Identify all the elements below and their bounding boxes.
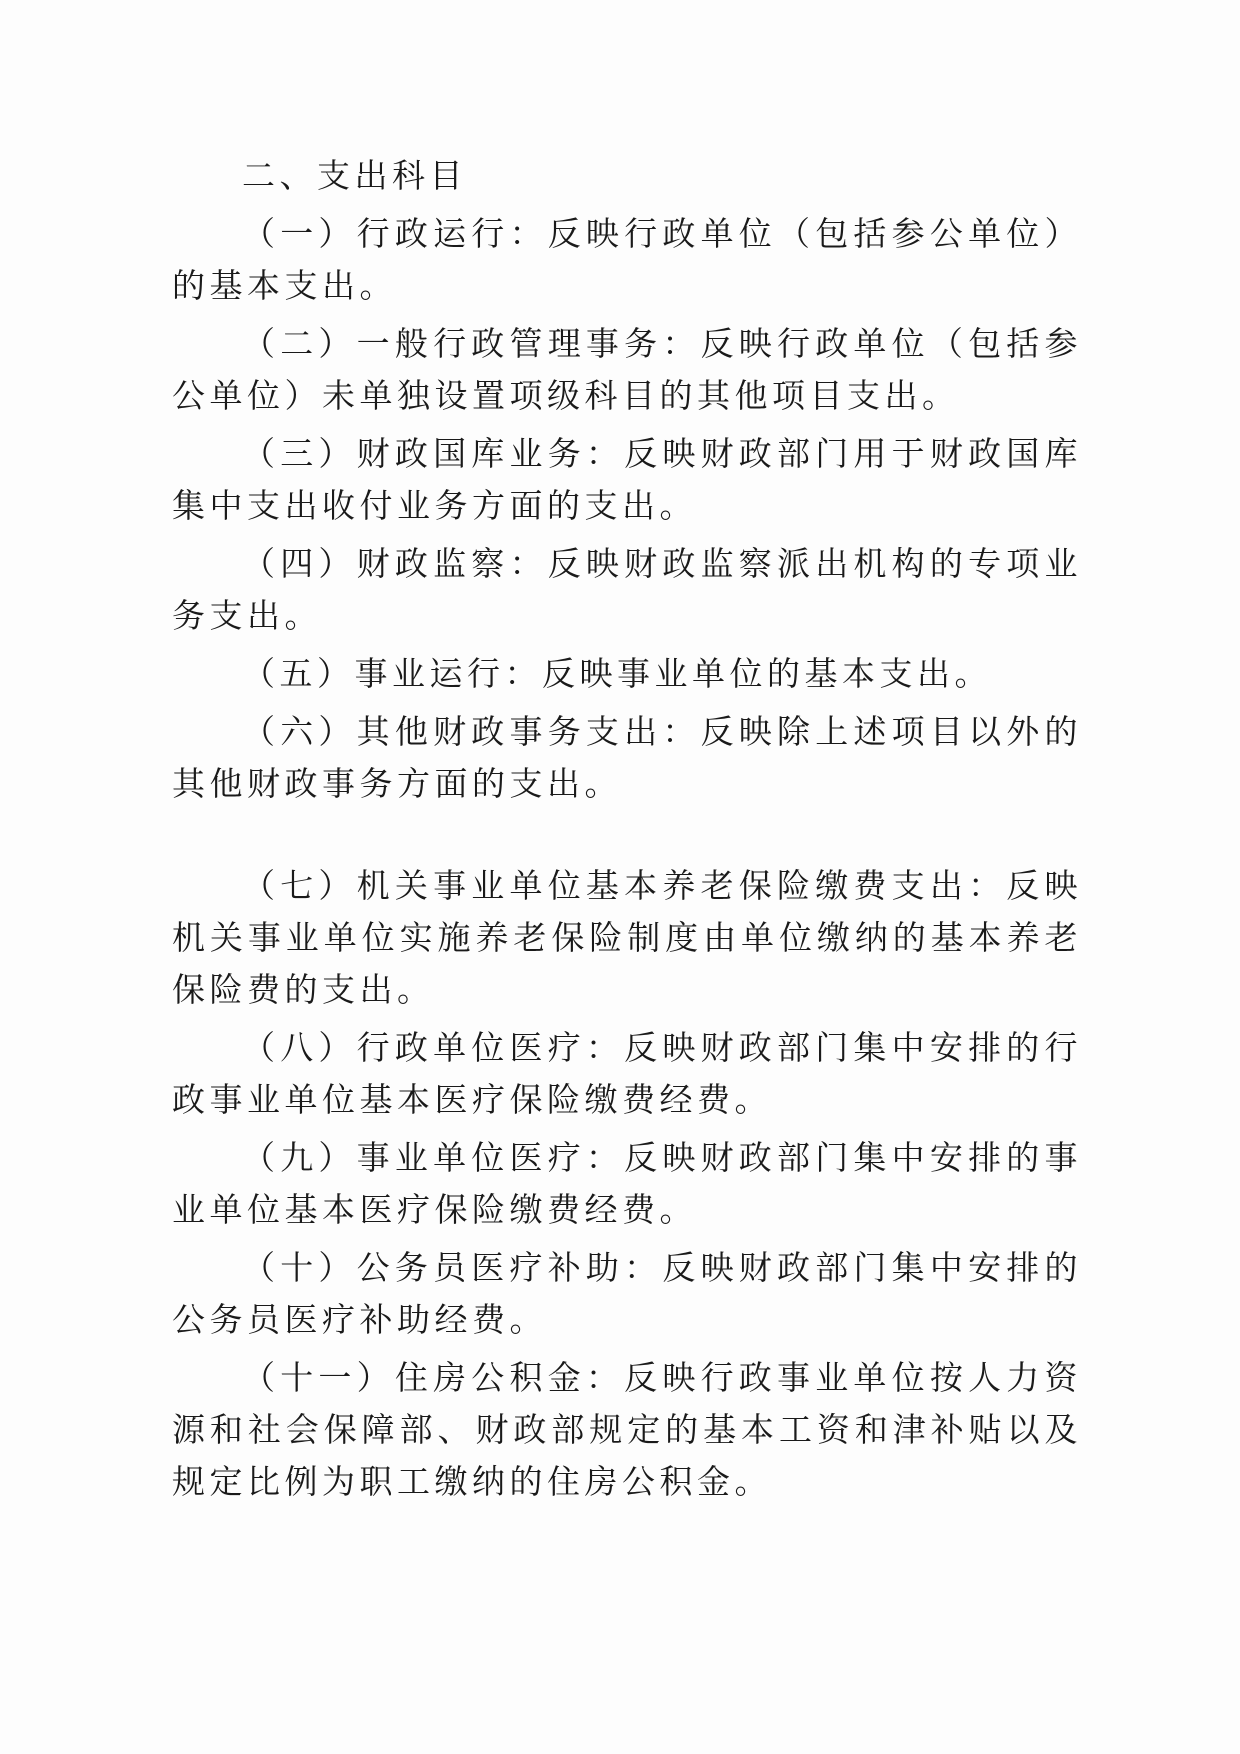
list-item: （六）其他财政事务支出：反映除上述项目以外的其他财政事务方面的支出。 — [172, 712, 1082, 803]
list-item: （八）行政单位医疗：反映财政部门集中安排的行政事业单位基本医疗保险缴费经费。 — [172, 1028, 1082, 1119]
list-item: （四）财政监察：反映财政监察派出机构的专项业务支出。 — [172, 544, 1082, 635]
list-item: （五）事业运行：反映事业单位的基本支出。 — [242, 654, 992, 693]
document-body — [172, 150, 1082, 1514]
list-item: （三）财政国库业务：反映财政部门用于财政国库集中支出收付业务方面的支出。 — [172, 434, 1082, 525]
list-item: （九）事业单位医疗：反映财政部门集中安排的事业单位基本医疗保险缴费经费。 — [172, 1138, 1082, 1229]
list-item: （七）机关事业单位基本养老保险缴费支出：反映机关事业单位实施养老保险制度由单位缴纳的基本养老保险费的支出。 — [172, 866, 1082, 1009]
section-heading: 二、支出科目 — [242, 156, 467, 195]
list-item: （十）公务员医疗补助：反映财政部门集中安排的公务员医疗补助经费。 — [172, 1248, 1082, 1339]
list-item: （十一）住房公积金：反映行政事业单位按人力资源和社会保障部、财政部规定的基本工资和津补贴以及规定比例为职工缴纳的住房公积金。 — [172, 1358, 1082, 1501]
list-item: （二）一般行政管理事务：反映行政单位（包括参公单位）未单独设置项级科目的其他项目支出。 — [172, 324, 1082, 415]
list-item: （一）行政运行：反映行政单位（包括参公单位）的基本支出。 — [172, 214, 1082, 305]
